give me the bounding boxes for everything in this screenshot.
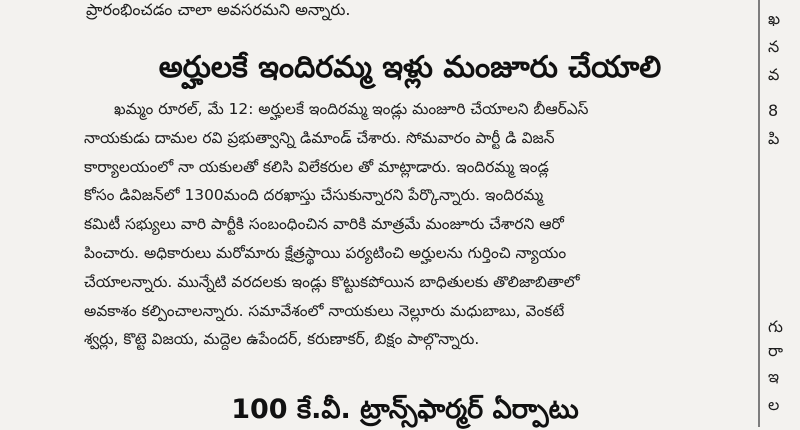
side-fragment: ఇ (768, 367, 780, 386)
body-line: చేయాలన్నారు. మున్నేటి వరదలకు ఇండ్లు కొట్టుకపోయిన బాధితులకు తొలిజాబితాలో (84, 272, 580, 291)
article-headline: అర్హులకే ఇందిరమ్మ ఇళ్లు మంజూరు చేయాలి (158, 50, 662, 85)
side-fragment: ఖ (768, 9, 781, 28)
side-fragment: వ (768, 65, 780, 84)
body-line: కోసం డివిజన్‌లో 1300మంది దరఖాస్తు చేసుకున్నారని పేర్కొన్నారు. ఇందిరమ్మ (84, 186, 544, 205)
side-fragment: 8 (768, 101, 779, 120)
body-line: కమిటీ సభ్యులు వారి పార్టీకి సంబంధించిన వారికి మాత్రమే మంజూరు చేశారని ఆరో (84, 215, 564, 234)
side-fragment: ల (768, 395, 780, 414)
next-article-headline: 100 కే.వీ. ట్రాన్స్‌ఫార్మర్ ఏర్పాటు (231, 394, 579, 425)
side-fragment: గు (768, 317, 783, 336)
body-line: నాయకుడు దామల రవి ప్రభుత్వాన్ని డిమాండ్ చేశారు. సోమవారం పార్టీ డి విజన్ (84, 128, 555, 147)
body-line: కార్యాలయంలో నా యకులతో కలిసి విలేకరుల తో మాట్లాడారు. ఇందిరమ్మ ఇండ్ల (84, 157, 549, 176)
body-line: అవకాశం కల్పించాలన్నారు. సమావేశంలో నాయకులు నెల్లూరు మధుబాబు, వెంకటే (84, 301, 565, 320)
side-fragment: న (768, 37, 780, 56)
body-line: శ్వర్లు, కొట్టె విజయ, మద్దెల ఉపేందర్, కరుణాకర్, బిక్షం పాల్గొన్నారు. (84, 330, 480, 349)
side-fragment: పి (768, 129, 780, 148)
body-line: ఖమ్మం రూరల్, మే 12: అర్హులకే ఇందిరమ్మ ఇండ్లు మంజూరి చేయాలని బీఆర్ఎస్ (114, 100, 589, 118)
adjacent-column-fragment (762, 0, 800, 427)
article-body (84, 95, 752, 354)
column-divider (758, 0, 760, 427)
body-line: పించారు. అధికారులు మరోమారు క్షేత్రస్థాయి పర్యటించి అర్హులను గుర్తించి న్యాయం (84, 243, 567, 262)
side-fragment: రా (768, 341, 783, 360)
previous-article-last-line: ప్రారంభించడం చాలా అవసరమని అన్నారు. (86, 0, 351, 19)
